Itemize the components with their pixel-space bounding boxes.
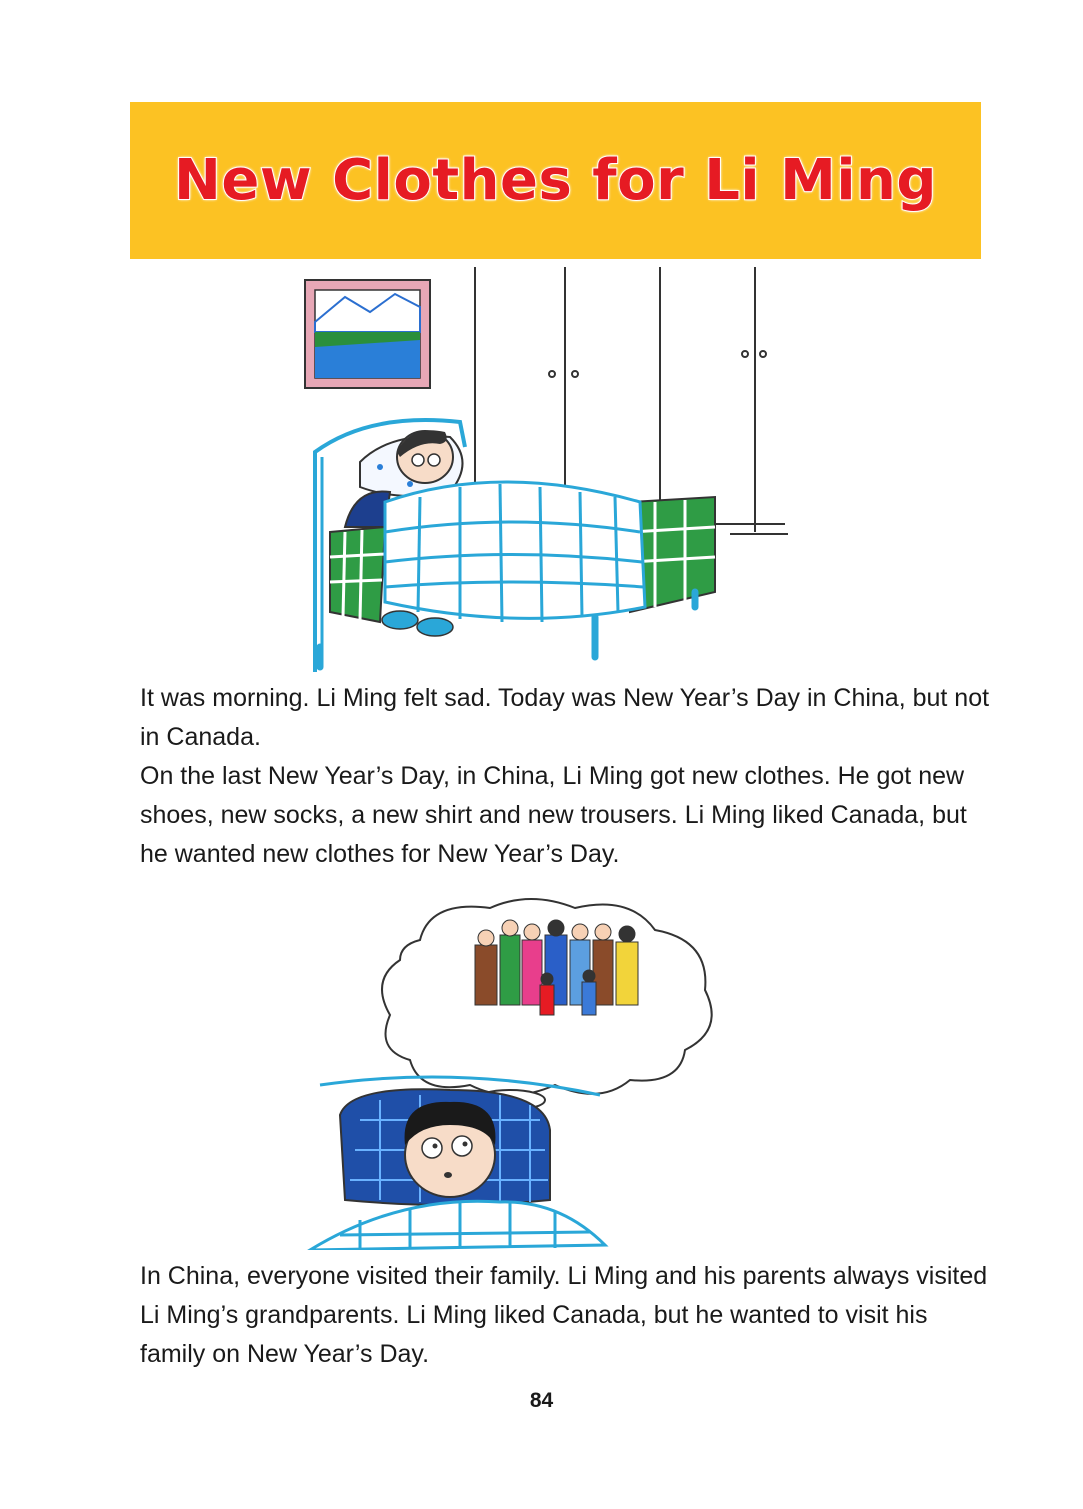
dream-illustration — [300, 890, 730, 1250]
paragraph-2 — [140, 1257, 990, 1374]
title-banner — [130, 102, 981, 259]
paragraph-1-line-1: It was morning. Li Ming felt sad. Today was New Year’s Day in China, but not in Canada. — [140, 684, 990, 751]
bed-illustration — [300, 262, 800, 672]
page-number: 84 — [529, 1389, 554, 1412]
page-title: New Clothes for Li Ming — [174, 148, 937, 213]
paragraph-2-line-1: In China, everyone visited their family. Li Ming and his parents always visited Li Ming’s grandparents. Li Ming liked Canada, but he wanted to visit his family on New Year’s Day. — [140, 1262, 988, 1368]
paragraph-1-line-2: On the last New Year’s Day, in China, Li Ming got new clothes. He got new shoes, new socks, a new shirt and new trousers. Li Ming liked Canada, but he wanted new clothes for New Year’s Day. — [140, 762, 967, 868]
paragraph-1 — [140, 679, 990, 874]
